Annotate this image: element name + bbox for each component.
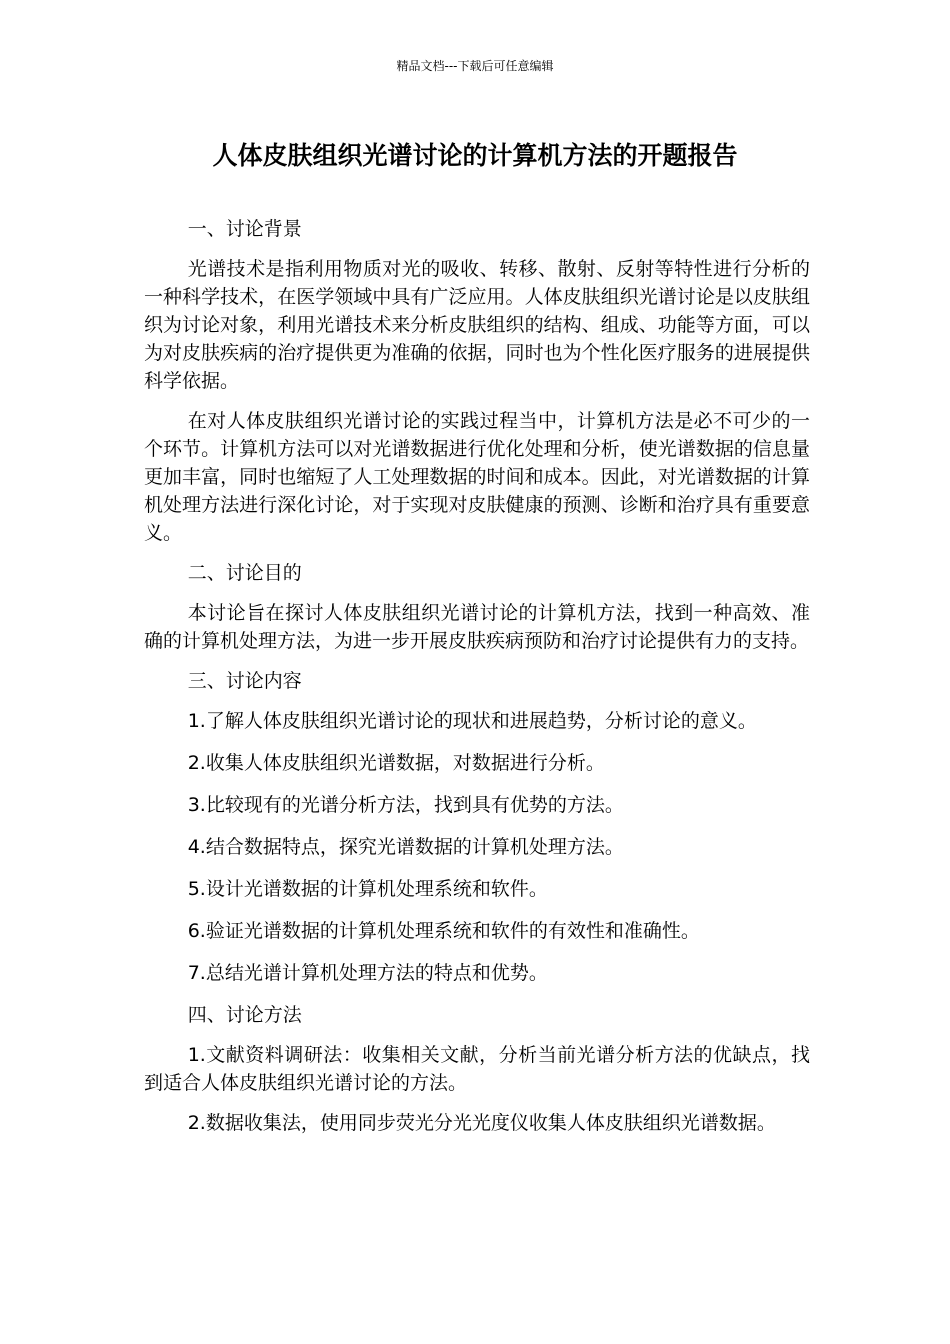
content-list-item: 2.收集人体皮肤组织光谱数据，对数据进行分析。 xyxy=(187,752,605,774)
paragraph-background-1: 光谱技术是指利用物质对光的吸收、转移、散射、反射等特性进行分析的一种科学技术，在医学领域中具有广泛应用。人体皮肤组织光谱讨论是以皮肤组织为讨论对象，利用光谱技术来分析皮肤组织的结构、组成、功能等方面，可以为对皮肤疾病的治疗提供更为准确的依据，同时也为个性化医疗服务的进展提供科学依据。 xyxy=(144,258,810,392)
document-title: 人体皮肤组织光谱讨论的计算机方法的开题报告 xyxy=(212,141,738,170)
section-heading-content: 三、讨论内容 xyxy=(187,670,302,692)
content-list-item: 3.比较现有的光谱分析方法，找到具有优势的方法。 xyxy=(187,794,624,816)
paragraph-methods-1: 1.文献资料调研法：收集相关文献，分析当前光谱分析方法的优缺点，找到适合人体皮肤组织光谱讨论的方法。 xyxy=(144,1044,810,1094)
section-heading-background: 一、讨论背景 xyxy=(187,218,302,240)
content-list-item: 5.设计光谱数据的计算机处理系统和软件。 xyxy=(187,878,548,900)
content-list-item: 7.总结光谱计算机处理方法的特点和优势。 xyxy=(187,962,548,984)
content-list-item: 6.验证光谱数据的计算机处理系统和软件的有效性和准确性。 xyxy=(187,920,700,942)
paragraph-purpose-1: 本讨论旨在探讨人体皮肤组织光谱讨论的计算机方法，找到一种高效、准确的计算机处理方法，为进一步开展皮肤疾病预防和治疗讨论提供有力的支持。 xyxy=(144,602,810,652)
section-heading-purpose: 二、讨论目的 xyxy=(187,562,302,584)
content-list-item: 1.了解人体皮肤组织光谱讨论的现状和进展趋势，分析讨论的意义。 xyxy=(187,710,757,732)
paragraph-methods-2: 2.数据收集法，使用同步荧光分光光度仪收集人体皮肤组织光谱数据。 xyxy=(187,1112,776,1134)
paragraph-background-2: 在对人体皮肤组织光谱讨论的实践过程当中，计算机方法是必不可少的一个环节。计算机方法可以对光谱数据进行优化处理和分析，使光谱数据的信息量更加丰富，同时也缩短了人工处理数据的时间和成本。因此，对光谱数据的计算机处理方法进行深化讨论，对于实现对皮肤健康的预测、诊断和治疗具有重要意义。 xyxy=(144,410,810,544)
document-body xyxy=(144,215,810,1149)
content-list-item: 4.结合数据特点，探究光谱数据的计算机处理方法。 xyxy=(187,836,624,858)
page-header-note: 精品文档---下载后可任意编辑 xyxy=(396,59,554,73)
section-heading-methods: 四、讨论方法 xyxy=(187,1004,302,1026)
